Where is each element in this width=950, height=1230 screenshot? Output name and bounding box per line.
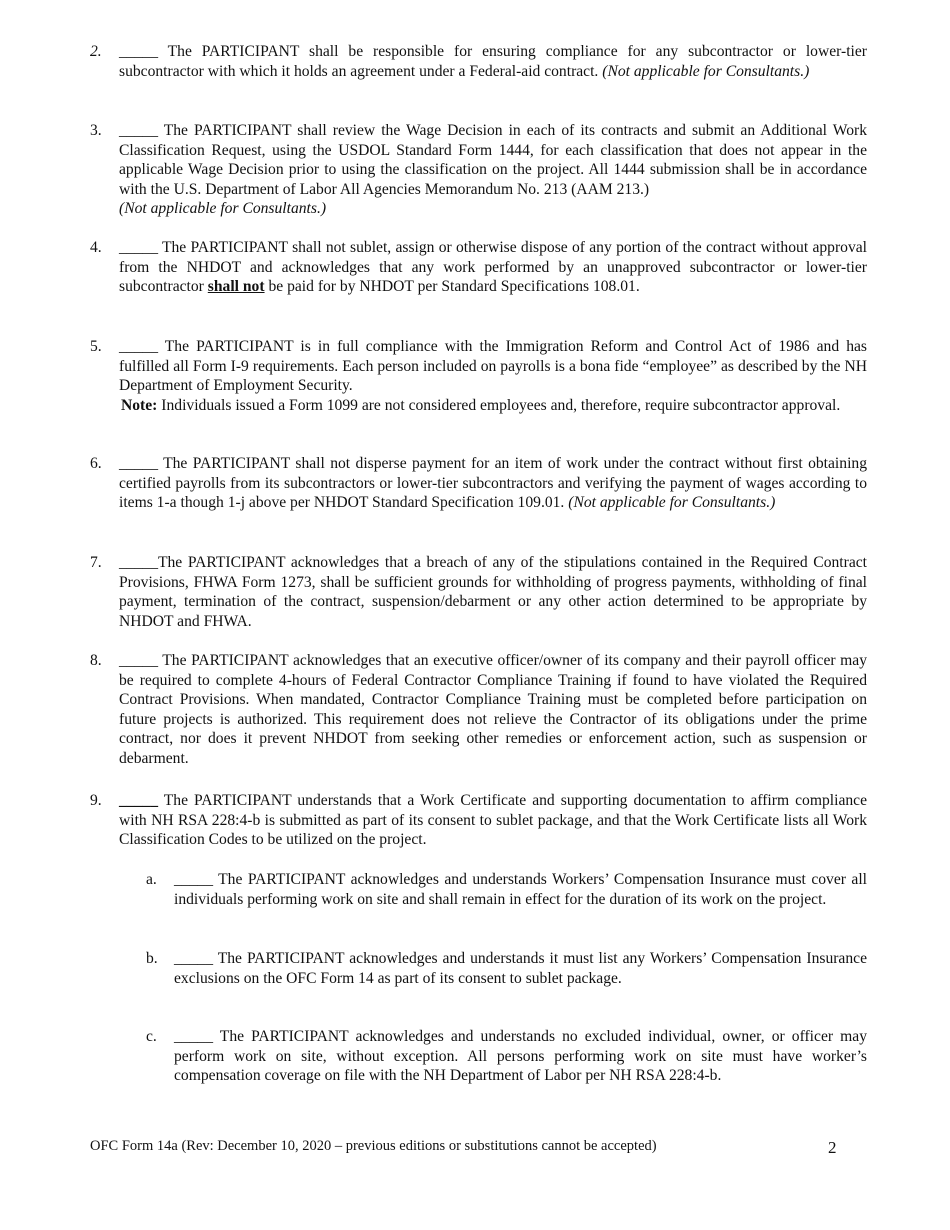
sub-item-a (146, 870, 867, 909)
item-number: 6. (90, 455, 102, 472)
item-number: 2. (90, 43, 102, 60)
sub-item-b (146, 949, 867, 988)
item-text: _____ The PARTICIPANT shall not sublet, assign or otherwise dispose of any portion of the contract without approval from the NHDOT and acknowledges that any work performed by an unapproved subcontractor or lower-tier subcontractor (119, 239, 867, 296)
list-item-3 (90, 121, 867, 219)
sub-item-letter: b. (146, 950, 158, 967)
note-block (121, 396, 867, 416)
item-text: _____The PARTICIPANT acknowledges that a breach of any of the stipulations contained in the Required Contract Provisions, FHWA Form 1273, shall be sufficient grounds for withholding of progress payments, withholding of final payment, termination of the contract, suspension/debarment or any other action determined to be appropriate by NHDOT and FHWA. (119, 554, 867, 630)
list-item-9 (90, 791, 867, 850)
sub-item-text: _____ The PARTICIPANT acknowledges and understands no excluded individual, owner, or officer may perform work on site, without exception. All persons performing work on site must have worker’s compensation coverage on file with the NH Department of Labor per NH RSA 228:4-b. (174, 1028, 867, 1085)
footer-text: OFC Form 14a (Rev: December 10, 2020 – previous editions or substitutions cannot be accepted) (90, 1138, 657, 1154)
item-number: 7. (90, 554, 102, 571)
item-number: 5. (90, 338, 102, 355)
item-number: 8. (90, 652, 102, 669)
item-number: 9. (90, 792, 102, 809)
sub-item-text: _____ The PARTICIPANT acknowledges and understands Workers’ Compensation Insurance must cover all individuals performing work on site and shall remain in effect for the duration of its work on the project. (174, 871, 867, 908)
sub-item-c (146, 1027, 867, 1086)
item-note: (Not applicable for Consultants.) (568, 494, 776, 512)
item-text: _____ The PARTICIPANT shall be responsible for ensuring compliance for any subcontractor or lower-tier subcontractor with which it holds an agreement under a Federal-aid contract. (119, 43, 867, 80)
item-text: _____ The PARTICIPANT is in full compliance with the Immigration Reform and Control Act of 1986 and has fulfilled all Form I-9 requirements. Each person included on payrolls is a bona fide “employee” as described by the NH Department of Employment Security. (119, 338, 867, 395)
item-text: _____ The PARTICIPANT acknowledges that an executive officer/owner of its company and their payroll officer may be required to complete 4-hours of Federal Contractor Compliance Training if found to have violated the Required Contract Provisions. When mandated, Contractor Compliance Training must be completed before participation on future projects is authorized. This requirement does not relieve the Contractor of its obligations under the prime contract, nor does it prevent NHDOT from seeking other remedies or enforcement action, such as suspension or debarment. (119, 652, 867, 767)
list-item-2 (90, 42, 867, 81)
sub-item-text: _____ The PARTICIPANT acknowledges and understands it must list any Workers’ Compensation Insurance exclusions on the OFC Form 14 as part of its consent to sublet package. (174, 950, 867, 987)
note-label: Note: (121, 396, 158, 414)
item-note: (Not applicable for Consultants.) (602, 62, 810, 80)
item-text: The PARTICIPANT understands that a Work Certificate and supporting documentation to affirm compliance with NH RSA 228:4-b is submitted as part of its consent to sublet package, and that the Work Certificate lists all Work Classification Codes to be utilized on the project. (119, 792, 868, 849)
list-item-4 (90, 238, 867, 297)
item-number: 3. (90, 122, 102, 139)
signature-blank: _____ (119, 792, 158, 809)
sub-item-letter: a. (146, 871, 157, 888)
item-note: (Not applicable for Consultants.) (119, 200, 327, 218)
item-text: _____ The PARTICIPANT shall not disperse payment for an item of work under the contract without first obtaining certified payrolls from its subcontractors or lower-tier subcontractors and verifying the payment of wages according to items 1-a though 1-j above per NHDOT Standard Specification 109.01. (119, 455, 867, 512)
list-item-6 (90, 454, 867, 513)
emphasis-shall-not: shall not (207, 278, 265, 296)
sub-item-letter: c. (146, 1028, 157, 1045)
list-item-7 (90, 553, 867, 631)
item-text-continued: be paid for by NHDOT per Standard Specifications 108.01. (268, 278, 640, 296)
page-number: 2 (828, 1138, 837, 1157)
note-text: Individuals issued a Form 1099 are not considered employees and, therefore, require subcontractor approval. (161, 396, 841, 414)
item-text: _____ The PARTICIPANT shall review the Wage Decision in each of its contracts and submit an Additional Work Classification Request, using the USDOL Standard Form 1444, for each classification that does not appear in the applicable Wage Decision prior to using the classification on the project. All 1444 submission shall be in accordance with the U.S. Department of Labor All Agencies Memorandum No. 213 (AAM 213.) (119, 122, 867, 198)
list-item-8 (90, 651, 867, 769)
list-item-5 (90, 337, 867, 415)
item-number: 4. (90, 239, 102, 256)
